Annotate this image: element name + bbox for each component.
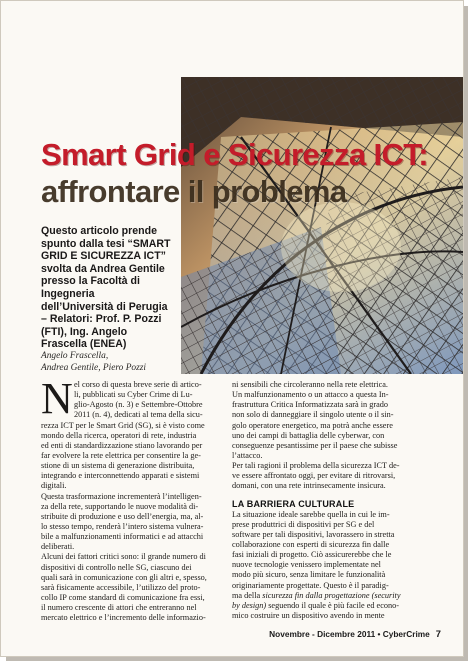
body-line: glio-Agosto (n. 3) e Settembre-Ottobre — [74, 400, 203, 410]
body-line: Questa trasformazione incrementerà l’intelligen- — [41, 491, 202, 501]
author-line: Andrea Gentile, Piero Pozzi — [41, 362, 147, 373]
body-line: l’attacco. — [232, 450, 263, 460]
drop-cap: N — [41, 374, 73, 423]
lede-line: Frascella (ENEA) — [41, 338, 127, 351]
italic-term: sicurezza fin dalla progettazione (security — [262, 590, 401, 600]
lede-line: – Relatori: Prof. P. Pozzi — [41, 313, 162, 326]
page-number: 7 — [435, 628, 441, 639]
article-photo — [181, 77, 463, 374]
lede-line: Ingegneria — [41, 287, 95, 300]
body-line: za della rete, supportando le nuove modalità di- — [41, 501, 199, 511]
body-line: el corso di questa breve serie di artico- — [74, 380, 202, 389]
body-line: dispositivi di controllo nelle SG, ciascuno dei — [41, 562, 192, 572]
body-line: prese produttrici di dispositivi per SG e del — [232, 519, 375, 529]
body-text: ma della — [232, 590, 263, 600]
body-line: li, pubblicati su Cyber Crime di Lu- — [74, 390, 193, 400]
body-line: software per tali dispositivi, lavorassero in stretta — [232, 529, 395, 539]
lede-line: GRID E SICUREZZA ICT” — [41, 250, 166, 263]
lede-line: Questo articolo prende — [41, 225, 157, 237]
body-line: deliberati. — [41, 542, 75, 552]
page-footer — [261, 628, 441, 639]
body-line: collo IP come standard di comunicazione fra essi, — [41, 592, 205, 602]
body-line: mercato elettrico e l’incremento delle informazio- — [41, 613, 206, 623]
body-line: bile a malfunzionamenti informatici e ad attacchi — [41, 532, 204, 542]
body-line: rezza ICT per le Smart Grid (SG), si è visto come — [41, 420, 205, 430]
body-line: ve essere affrontato oggi, per evitare di ritrovarsi, — [232, 471, 396, 481]
lattice-structure-image — [181, 77, 463, 374]
lede-line: (FTI), Ing. Angelo — [41, 325, 128, 338]
lede-line: spunto dalla tesi “SMART — [41, 237, 171, 250]
lede-line: presso la Facoltà di — [41, 275, 140, 288]
italic-term: by design) — [232, 600, 267, 610]
body-line: modo più sicuro, senza limitare le funzionalità — [232, 570, 386, 580]
body-line: La situazione ideale sarebbe quella in cui le im- — [232, 509, 390, 519]
body-line: golo operatore energetico, ma potrà anche essere — [232, 420, 393, 430]
body-line: collaborazione con esperti di sicurezza fin dalle — [232, 539, 390, 549]
lede-line: dell’Università di Perugia — [41, 300, 168, 313]
body-line: lo stesso tempo, renderà l’intero sistema vulnera- — [41, 521, 204, 531]
body-line: mico costruire un dispositivo avendo in mente — [232, 610, 385, 620]
body-text: seguendo il quale è più facile ed econo- — [266, 600, 400, 610]
body-line: stribuite di produzione e uso dell’energia, ma, al- — [41, 511, 204, 521]
body-line: uno dei campi di battaglia delle cyberwar, con — [232, 430, 385, 440]
body-line: ni sensibili che circoleranno nella rete elettrica. — [232, 380, 388, 389]
body-line: sarà fisicamente accessibile, l’utilizzo del proto- — [41, 582, 201, 592]
body-line: ed enti di standardizzazione stiano lavorando per — [41, 440, 203, 450]
body-line: digitali. — [41, 481, 67, 491]
body-line: 2011 (n. 4), dedicati al tema della sicu- — [74, 410, 203, 420]
body-line: quali sarà in comunicazione con gli altri e, spesso, — [41, 572, 207, 582]
lede-line: svolta da Andrea Gentile — [41, 262, 165, 275]
body-line: Per tali ragioni il problema della sicurezza ICT de- — [232, 461, 400, 471]
body-line: Alcuni dei fattori critici sono: il grande numero di — [41, 552, 206, 562]
body-line: non solo di danneggiare il singolo utente o il sin- — [232, 410, 394, 420]
body-line: originariamente progettate. Questo è il paradig- — [232, 580, 389, 590]
body-line: conseguenze pesantissime per il paese che subisse — [232, 440, 398, 450]
body-line: nuove tecnologie venissero implementate nel — [232, 560, 381, 570]
author-line: Angelo Frascella, — [41, 351, 109, 361]
body-line: Un malfunzionamento o un attacco a questa In- — [232, 390, 389, 400]
body-line: mondo della ricerca, operatori di rete, industria — [41, 430, 197, 440]
body-line: domani, con una rete intrinsecamente insicura. — [232, 481, 386, 491]
article-authors — [41, 351, 241, 374]
body-line: frastruttura Critica Informatizzata sarà in grado — [232, 400, 388, 410]
body-line: integrando e interconnettendo apparati e sistemi — [41, 471, 200, 481]
body-line: il numero crescente di attori che entreranno nel — [41, 603, 197, 613]
body-line: stione di un sistema di generazione distribuita, — [41, 461, 195, 471]
section-subheading: LA BARRIERA CULTURALE — [232, 498, 355, 509]
article-lede — [41, 225, 199, 351]
article-title-line-1: Smart Grid e Sicurezza ICT: — [41, 137, 428, 172]
body-line — [232, 591, 432, 601]
footer-issue: Novembre - Dicembre 2011 • CyberCrime — [269, 629, 430, 639]
body-line: far evolvere la rete elettrica per consentire la ge- — [41, 450, 201, 460]
body-column-left — [41, 374, 224, 623]
article-title-line-2: affrontare il problema — [41, 174, 347, 209]
body-line: fasi iniziali di progetto. Ciò assicurerebbe che le — [232, 550, 392, 560]
body-line — [232, 601, 432, 611]
body-column-right — [232, 380, 432, 621]
